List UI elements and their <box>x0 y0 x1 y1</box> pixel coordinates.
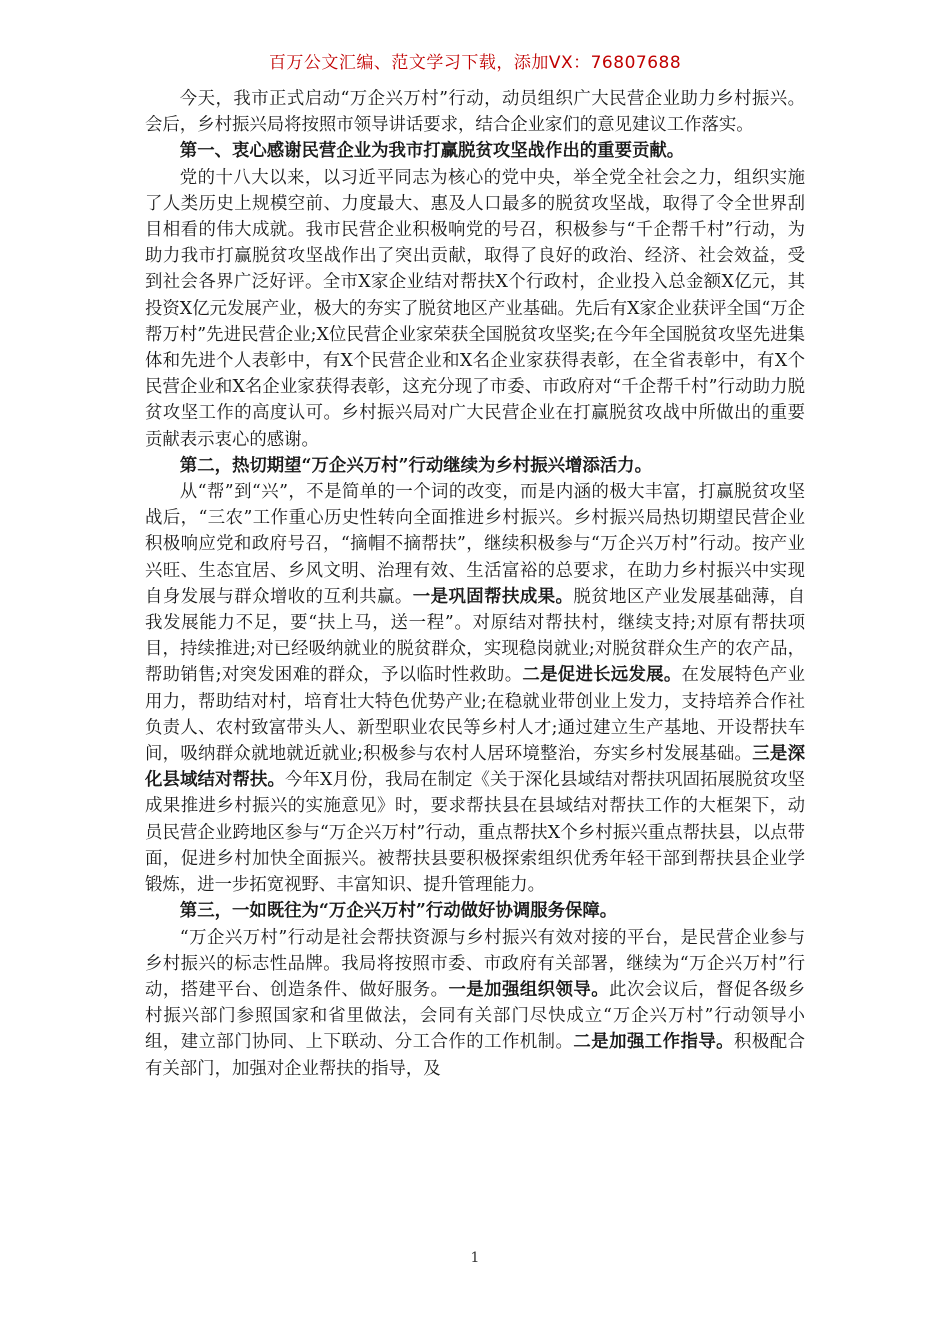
bold-point-4: 一是加强组织领导。 <box>448 979 610 1000</box>
bold-point-2: 二是促进长远发展。 <box>522 665 682 686</box>
paragraph-section-2 <box>145 479 805 898</box>
paragraph-text: 积极配合有关部门，加强对企业帮扶的指导，及 <box>145 1032 805 1079</box>
paragraph-text: 此次会议后，督促各级乡村振兴部门参照国家和省里做法，会同有关部门尽快成立“万企兴万村”行动领导小组，建立部门协同、上下联动、分工合作的工作机制。 <box>145 979 805 1053</box>
page-number: 1 <box>470 1250 480 1266</box>
document-body <box>145 86 805 1082</box>
paragraph-text: 在发展特色产业用力，帮助结对村，培育壮大特色优势产业;在稳就业带创业上发力，支持培养合作社负责人、农村致富带头人、新型职业农民等乡村人才;通过建立生产基地、开设帮扶车间，吸纳群众就地就近就业;积极参与农村人居环境整治，夯实乡村发展基础。 <box>145 665 805 765</box>
section-heading-3: 第三，一如既往为“万企兴万村”行动做好协调服务保障。 <box>179 901 618 922</box>
bold-point-3: 三是深化县域结对帮扶。 <box>145 744 805 791</box>
paragraph-section-1: 党的十八大以来，以习近平同志为核心的党中央，举全党全社会之力，组织实施了人类历史上规模空前、力度最大、惠及人口最多的脱贫攻坚战，取得了令全世界刮目相看的伟大成就。我市民营企业积极响党的号召，积极参与“千企帮千村”行动，为助力我市打赢脱贫攻坚战作出了突出贡献，取得了良好的政治、经济、社会效益，受到社会各界广泛好评。全市X家企业结对帮扶X个行政村，企业投入总金额X亿元，其投资X亿元发展产业，极大的夯实了脱贫地区产业基础。先后有X家企业获评全国“万企帮万村”先进民营企业;X位民营企业家荣获全国脱贫攻坚奖;在今年全国脱贫攻坚先进集体和先进个人表彰中，有X个民营企业和X名企业家获得表彰，在全省表彰中，有X个民营企业和X名企业家获得表彰，这充分现了市委、市政府对“千企帮千村”行动助力脱贫攻坚工作的高度认可。乡村振兴局对广大民营企业在打赢脱贫攻战中所做出的重要贡献表示衷心的感谢。 <box>145 167 805 450</box>
section-heading-2: 第二，热切期望“万企兴万村”行动继续为乡村振兴增添活力。 <box>179 455 652 476</box>
paragraph-text: 脱贫地区产业发展基础薄，自我发展能力不足，要“扶上马，送一程”。对原结对帮扶村，继续支持;对原有帮扶项目，持续推进;对已经吸纳就业的脱贫群众，实现稳岗就业;对脱贫群众生产的农产品，帮助销售;对突发困难的群众，予以临时性救助。 <box>145 586 805 686</box>
paragraph-text: 从“帮”到“兴”，不是简单的一个词的改变，而是内涵的极大丰富，打赢脱贫攻坚战后，“三农”工作重心历史性转向全面推进乡村振兴。乡村振兴局热切期望民营企业积极响应党和政府号召，“摘帽不摘帮扶”，继续积极参与“万企兴万村”行动。按产业兴旺、生态宜居、乡风文明、治理有效、生活富裕的总要求，在助力乡村振兴中实现自身发展与群众增收的互利共赢。 <box>145 482 805 607</box>
bold-point-5: 二是加强工作指导。 <box>573 1032 735 1053</box>
paragraph-text: 今年X月份，我局在制定《关于深化县域结对帮扶巩固拓展脱贫攻坚成果推进乡村振兴的实施意见》时，要求帮扶县在县域结对帮扶工作的大框架下，动员民营企业跨地区参与“万企兴万村”行动，重点帮扶X个乡村振兴重点帮扶县，以点带面，促进乡村加快全面振兴。被帮扶县要积极探索组织优秀年轻干部到帮扶县企业学锻炼，进一步拓宽视野、丰富知识、提升管理能力。 <box>145 770 805 896</box>
paragraph-intro: 今天，我市正式启动“万企兴万村”行动，动员组织广大民营企业助力乡村振兴。会后，乡村振兴局将按照市领导讲话要求，结合企业家们的意见建议工作落实。 <box>145 89 805 136</box>
paragraph-section-3 <box>145 925 805 1082</box>
header-banner: 百万公文汇编、范文学习下载，添加VX：76807688 <box>268 53 682 73</box>
paragraph-text: “万企兴万村”行动是社会帮扶资源与乡村振兴有效对接的平台，是民营企业参与乡村振兴的标志性品牌。我局将按照市委、市政府有关部署，继续为“万企兴万村”行动，搭建平台、创造条件、做好服务。 <box>145 927 805 1000</box>
section-heading-1: 第一、衷心感谢民营企业为我市打赢脱贫攻坚战作出的重要贡献。 <box>179 141 685 162</box>
bold-point-1: 一是巩固帮扶成果。 <box>412 586 574 607</box>
